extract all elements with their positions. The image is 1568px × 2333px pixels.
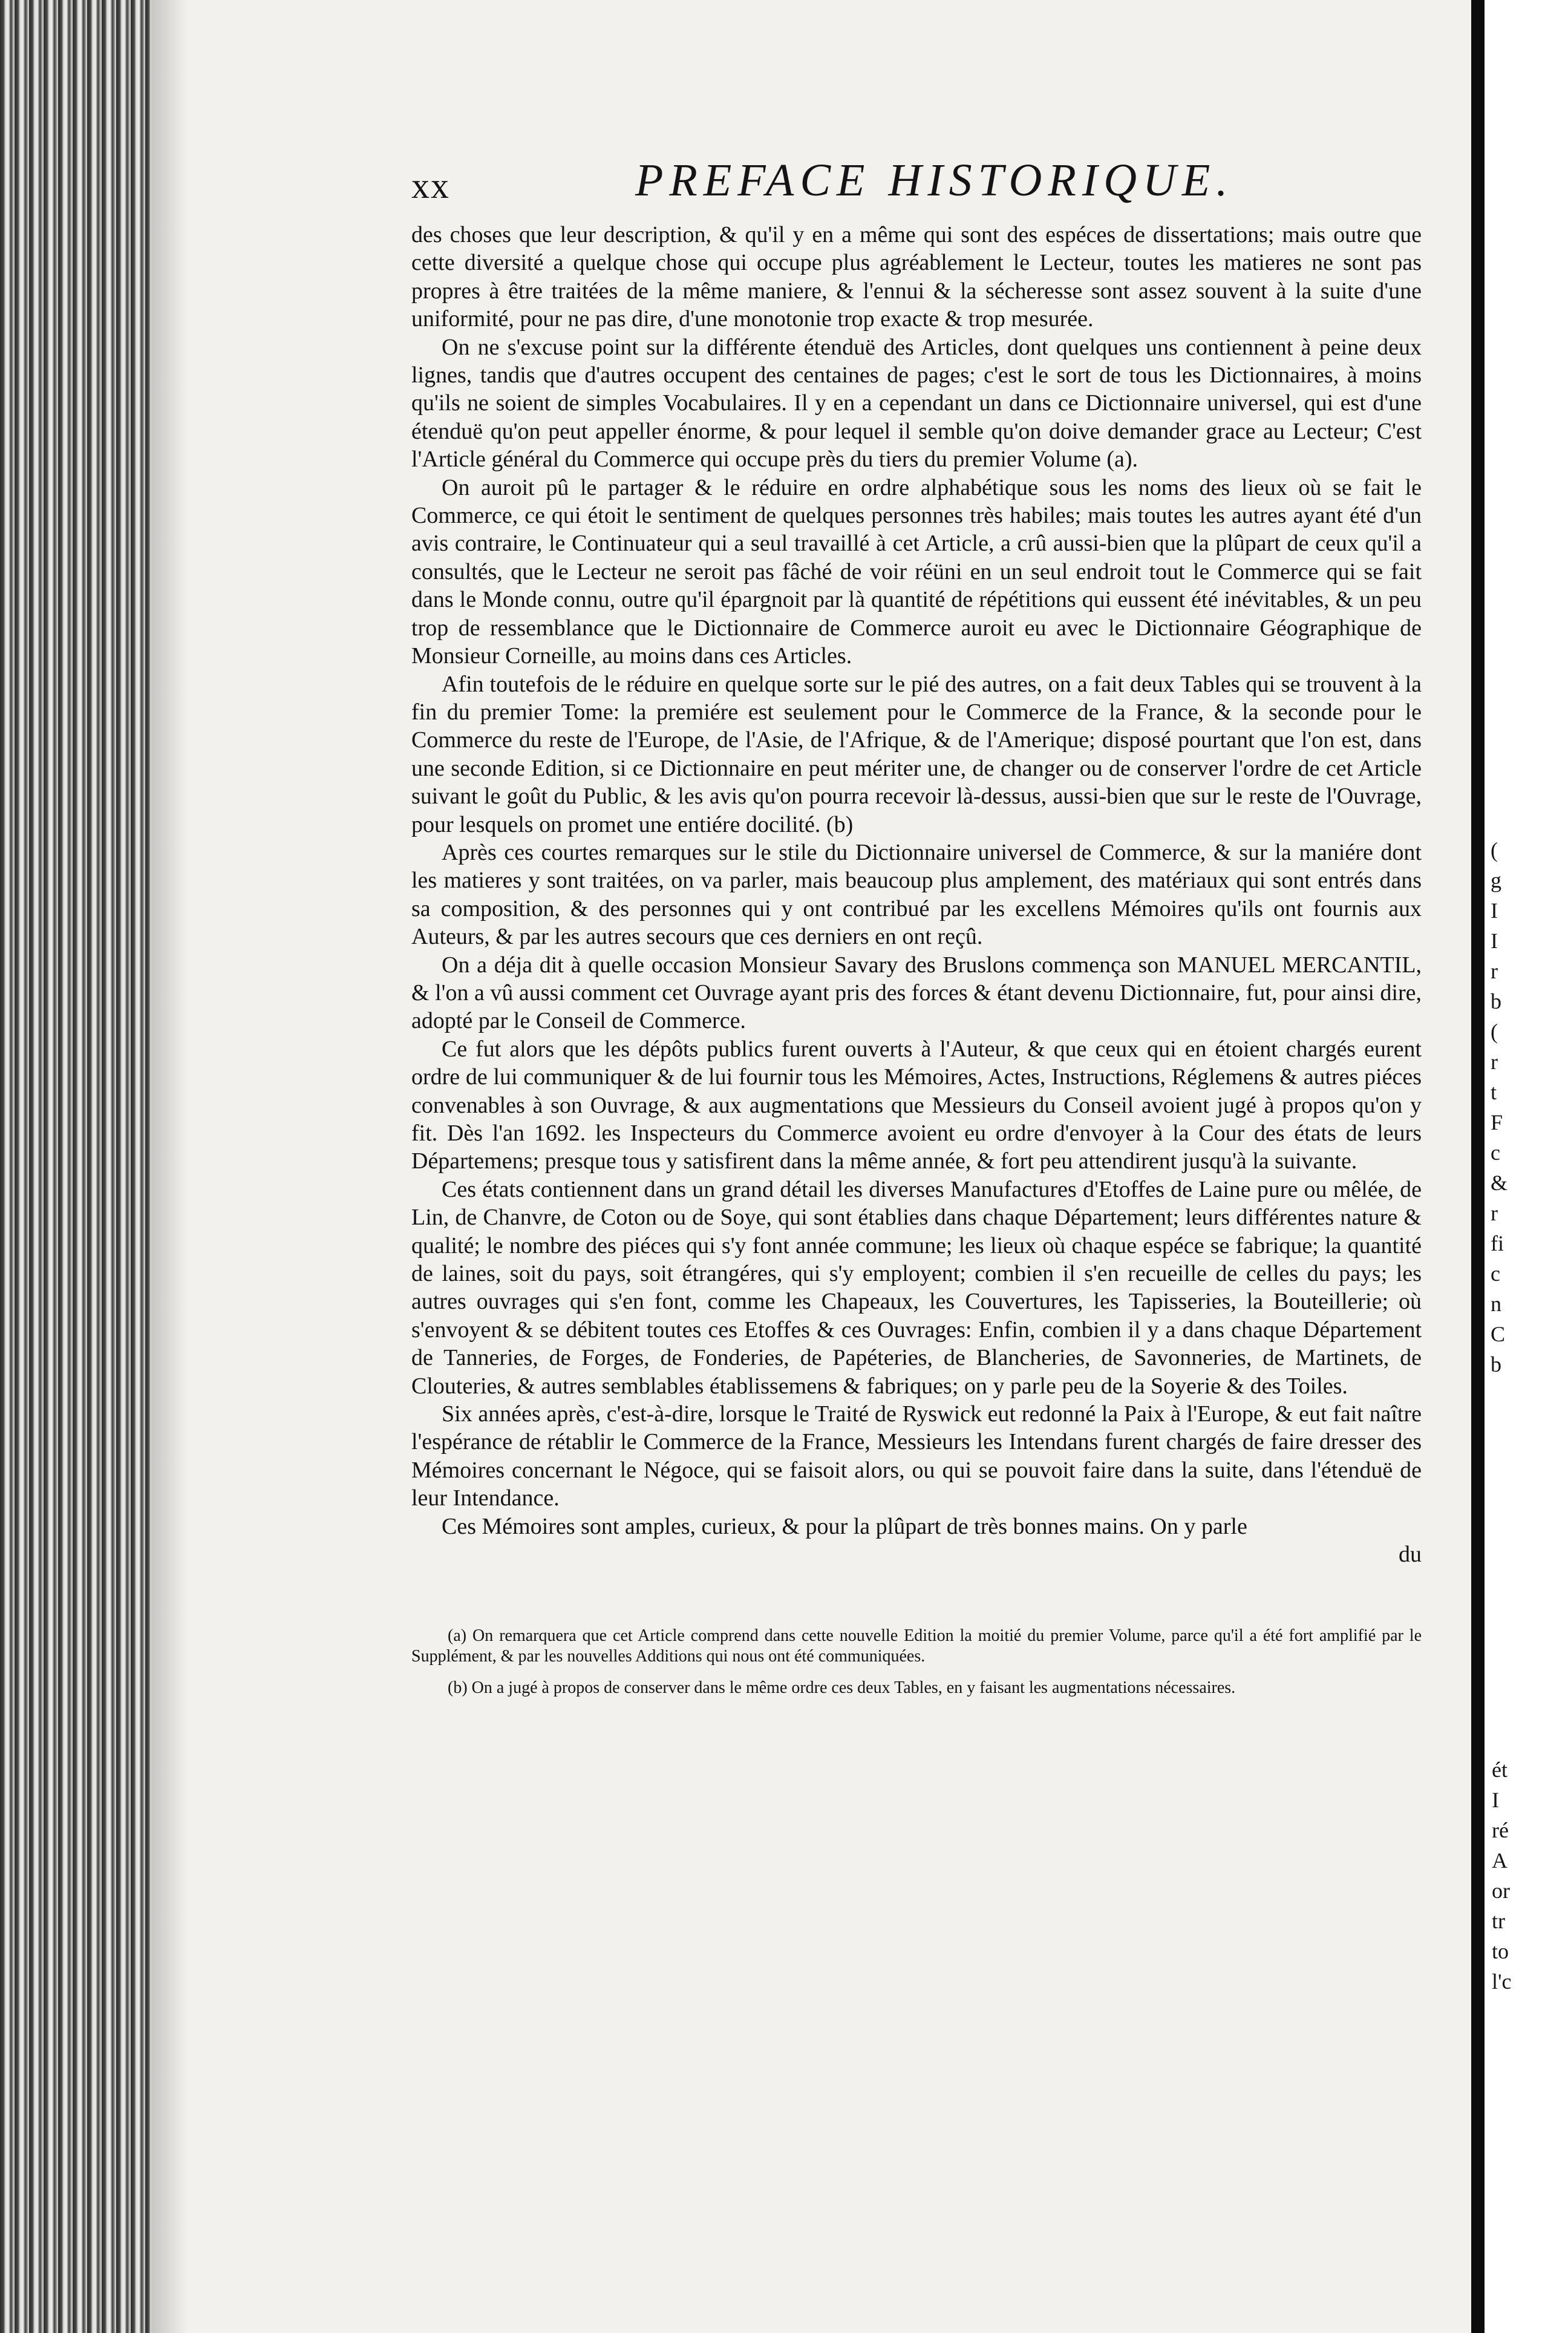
adjacent-page-fragment: fi [1491,1231,1504,1255]
paragraph: Ces états contiennent dans un grand détail les diverses Manufactures d'Etoffes de Laine pure ou mêlée, de Lin, de Chanvre, de Coton ou de Soye, qui sont établies dans chaque Département; leurs différentes nature & qualité; le nombre des piéces qui s'y font année commune; les lieux où chaque espéce se fabrique; la quantité de laines, soit du pays, soit étrangéres, qui s'y employent; combien il s'en recueille de celles du pays; les autres ouvrages qui s'en font, comme les Chapeaux, les Couvertures, les Tapisseries, la Bouteillerie; où s'envoyent & se débitent toutes ces Etoffes & ces Ouvrages: Enfin, combien il y a dans chaque Département de Tanneries, de Forges, de Fonderies, de Papéteries, de Blancheries, de Savonneries, de Martinets, de Clouteries, & autres semblables établissemens & fabriques; on y parle peu de la Soyerie & des Toiles. [411,1176,1422,1399]
adjacent-page-fragment: l'c [1492,1969,1512,1994]
adjacent-page-fragment: A [1492,1848,1508,1873]
adjacent-page-fragment: r [1491,1201,1498,1225]
adjacent-page-fragment: b [1491,1352,1501,1376]
adjacent-page-fragment: ( [1491,1019,1498,1044]
adjacent-page-fragment: I [1491,929,1498,953]
adjacent-page-fragment: ré [1492,1818,1509,1842]
adjacent-page-fragment: to [1492,1939,1509,1963]
footnote-a: (a) On remarquera que cet Article comprend dans cette nouvelle Edition la moitié du premier Volume, parce qu'il a été fort amplifié par le Supplément, & par les nouvelles Additions qui nous ont été communiquées. [411,1626,1422,1666]
binding-gutter [0,0,151,2333]
paragraph: Ce fut alors que les dépôts publics furent ouverts à l'Auteur, & que ceux qui en étoient chargés eurent ordre de lui communiquer & de lui fournir tous les Mémoires, Actes, Instructions, Réglemens & autres piéces convenables à son Ouvrage, & aux augmentations que Messieurs du Conseil avoient jugé à propos qu'on y fit. Dès l'an 1692. les Inspecteurs du Commerce avoient eu ordre d'envoyer à la Cour des états de leurs Départemens; presque tous y satisfirent dans la même année, & fort peu attendirent jusqu'à la suivante. [411,1036,1422,1174]
paragraph: On auroit pû le partager & le réduire en ordre alphabétique sous les noms des lieux où se fait le Commerce, ce qui étoit le sentiment de quelques personnes très habiles; mais toutes les autres ayant été d'un avis contraire, le Continuateur qui a seul travaillé à cet Article, a crû aussi-bien que la plûpart de ceux qu'il a consultés, que le Lecteur ne seroit pas fâché de voir réüni en un seul endroit tout le Commerce qui se fait dans le Monde connu, outre qu'il épargnoit par là quantité de répétitions qui eussent été inévitables, & un peu trop de ressemblance que le Dictionnaire de Commerce auroit eu avec le Dictionnaire Géographique de Monsieur Corneille, au moins dans ces Articles. [411,474,1422,669]
adjacent-page-fragment: c [1491,1140,1500,1165]
paragraph: des choses que leur description, & qu'il y en a même qui sont des espéces de dissertations; mais outre que cette diversité a quelque chose qui occupe plus agréablement le Lecteur, toutes les matieres ne sont pas propres à être traitées de la même maniere, & l'ennui & la sécheresse sont assez souvent à la suite d'une uniformité, pour ne pas dire, d'une monotonie trop exacte & trop mesurée. [411,222,1422,332]
adjacent-page-fragment: I [1492,1788,1499,1812]
paragraph: On a déja dit à quelle occasion Monsieur Savary des Bruslons commença son MANUEL MERCANTIL, & l'on a vû aussi comment cet Ouvrage ayant pris des forces & étant devenu Dictionnaire, fut, pour ainsi dire, adopté par le Conseil de Commerce. [411,952,1422,1034]
adjacent-page-fragment: tr [1492,1909,1505,1933]
adjacent-page-edge [1471,0,1568,2333]
page-number: xx [411,166,450,206]
footnotes [411,1626,1422,1698]
adjacent-page-fragment: r [1491,1050,1498,1074]
adjacent-page-fragment: t [1491,1080,1497,1104]
adjacent-page-fragment: ét [1492,1758,1508,1782]
gutter-shadow [151,0,188,2333]
adjacent-page-fragment: F [1491,1110,1503,1134]
paragraph: Après ces courtes remarques sur le stile du Dictionnaire universel de Commerce, & sur la maniére dont les matieres y sont traitées, on va parler, mais beaucoup plus amplement, des matériaux qui sont entrés dans sa composition, & des personnes qui y ont contribué par les excellens Mémoires qu'ils ont fournis aux Auteurs, & par les autres secours que ces derniers en ont reçû. [411,839,1422,950]
paragraph: Afin toutefois de le réduire en quelque sorte sur le pié des autres, on a fait deux Tables qui se trouvent à la fin du premier Tome: la premiére est seulement pour le Commerce de la France, & la seconde pour le Commerce du reste de l'Europe, de l'Asie, de l'Afrique, & de l'Amerique; disposé pourtant que l'on est, dans une seconde Edition, si ce Dictionnaire en peut mériter une, de changer ou de conserver l'ordre de cet Article suivant le goût du Public, & les avis qu'on pourra recevoir là-dessus, aussi-bien que sur le reste de l'Ouvrage, pour lesquels on promet une entiére docilité. (b) [411,671,1422,837]
adjacent-page-fragments-bottom [1492,1755,1564,1997]
adjacent-page-fragment: b [1491,989,1501,1013]
adjacent-page-fragments [1491,835,1563,1379]
page-text-block [411,148,1422,1709]
adjacent-page-fragment: c [1491,1261,1500,1286]
catchword: du [1399,1542,1422,1568]
running-title: PREFACE HISTORIQUE. [635,155,1234,206]
adjacent-page-fragment: C [1491,1322,1506,1346]
adjacent-page-fragment: I [1491,898,1498,923]
paragraph: Six années après, c'est-à-dire, lorsque le Traité de Ryswick eut redonné la Paix à l'Europe, & eut fait naître l'espérance de rétablir le Commerce de la France, Messieurs les Intendans furent chargés de faire dresser des Mémoires concernant le Négoce, qui se faisoit alors, ou qui se pouvoit faire dans la suite, dans l'étenduë de leur Intendance. [411,1401,1422,1511]
paragraph: Ces Mémoires sont amples, curieux, & pour la plûpart de très bonnes mains. On y parle [442,1513,1247,1539]
adjacent-page-fragment: or [1492,1879,1510,1903]
adjacent-page-fragment: r [1491,959,1498,983]
page-header [411,148,1422,221]
paragraph: On ne s'excuse point sur la différente étenduë des Articles, dont quelques uns contiennent à peine deux lignes, tandis que d'autres occupent des centaines de pages; c'est le sort de tous les Dictionnaires, à moins qu'ils ne soient de simples Vocabulaires. Il y en a cependant un dans ce Dictionnaire universel, qui est d'une étenduë qu'on peut appeller énorme, & pour lequel il semble qu'on doive demander grace au Lecteur; C'est l'Article général du Commerce qui occupe près du tiers du premier Volume (a). [411,334,1422,473]
body-text [411,221,1422,1568]
adjacent-page-fragment: & [1491,1171,1508,1195]
adjacent-page-fragment: g [1491,868,1501,892]
adjacent-page-fragment: n [1491,1292,1501,1316]
adjacent-page-fragment: ( [1491,838,1498,862]
footnote-b: (b) On a jugé à propos de conserver dans le même ordre ces deux Tables, en y faisant les augmentations nécessaires. [448,1678,1236,1698]
